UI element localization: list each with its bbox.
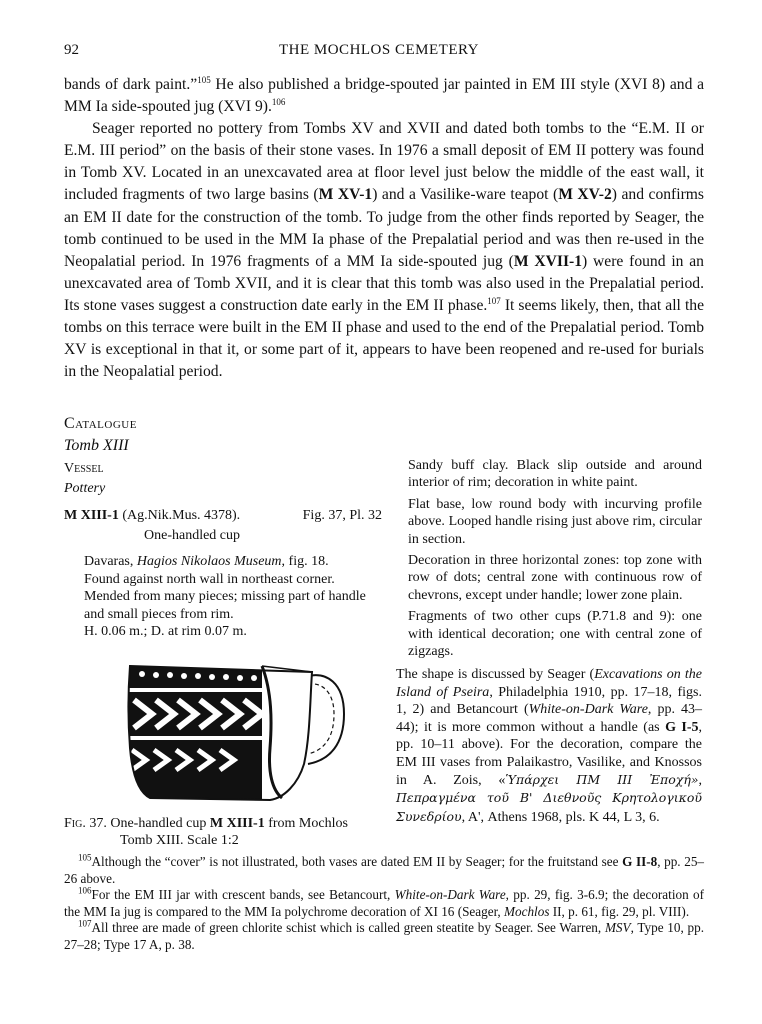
- entry-figure-ref: Fig. 37, Pl. 32: [302, 508, 382, 523]
- entry-dimensions: H. 0.06 m.; D. at rim 0.07 m.: [84, 624, 247, 640]
- cup-drawing-figure: [112, 652, 352, 804]
- page-number: 92: [64, 42, 79, 58]
- entry-title: One-handled cup: [144, 528, 241, 543]
- cup-drawing: [112, 652, 352, 804]
- entry-fragments: Fragments of two other cups (P.71.8 and 9): one with identical decoration; one with central zone of zigzags.: [408, 609, 702, 660]
- cup-handle: [308, 675, 344, 764]
- entry-fabric: Sandy buff clay. Black slip outside and around interior of rim; decoration in white paint.: [408, 458, 702, 491]
- catalogue-heading: Catalogue: [64, 415, 137, 432]
- entry-museum: (Ag.Nik.Mus. 4378).: [118, 508, 241, 523]
- paragraph-1: bands of dark paint.”$^{105}$ He also published a bridge-spouted jar painted in EM III style (XVI 8) and a MM Ia side-spouted jug (XVI 9).$^{106}$: [64, 74, 704, 116]
- entry-body: [64, 553, 382, 641]
- footnotes: [64, 854, 704, 954]
- entry-discussion: The shape is discussed by Seager (Excavations on the Island of Pseira, Philadelphia 1910, pp. 17–18, figs. 1, 2) and Betancourt (White-on-Dark Ware, pp. 43–44); it is more common without a handle (as G I-5, pp. 10–11 above). For the decoration, compare the EM III vases from Palaikastro, Vasilike, and Knossos in A. Zois, «Ὑπάρχει ΠΜ ΙΙΙ Ἐποχή», Πεπραγμένα τοῦ Β' Διεθνοῦς Κρητολογικοῦ Συνεδρίου, Α', Athens 1968, pls. K 44, L 3, 6.: [396, 667, 703, 825]
- figure-label: Fig. 37.: [64, 816, 107, 831]
- entry-findspot: Found against north wall in northeast corner.: [84, 571, 335, 587]
- footnote-ref-105[interactable]: 105: [197, 74, 211, 85]
- running-title: THE MOCHLOS CEMETERY: [278, 42, 479, 58]
- footnote-106: $^{106}$For the EM III jar with crescent bands, see Betancourt, White-on-Dark Ware, pp. 29, fig. 3-6.9; the decoration of the MM Ia jug is compared to the MM Ia polychrome decoration of XI 16 (Seager, Mochlos II, p. 61, fig. 29, pl. VIII).: [64, 885, 704, 919]
- pottery-heading: Pottery: [64, 481, 106, 496]
- catalogue-right-column: [396, 457, 702, 830]
- footnote-105: $^{105}$Although the “cover” is not illustrated, both vases are dated EM II by Seager; for the fruitstand see G II-8, pp. 25–26 above.: [64, 852, 705, 886]
- vessel-heading: Vessel: [64, 461, 104, 476]
- figure-caption: Fig. 37. One-handled cup M XIII-1 from Mochlos Tomb XIII. Scale 1:2: [64, 816, 348, 848]
- footnote-107: $^{107}$All three are made of green chlorite schist which is called green steatite by Seager. See Warren, MSV, Type 10, pp. 27–28; Type 17 A, p. 38.: [64, 918, 705, 952]
- catalogue-ref: M XV-1: [318, 186, 373, 204]
- tomb-heading: Tomb XIII: [64, 437, 129, 454]
- entry-id: M XIII-1: [64, 508, 119, 523]
- entry-condition: Mended from many pieces; missing part of handle and small pieces from rim.: [84, 589, 366, 622]
- catalogue-entry-header: [64, 508, 382, 527]
- page-header: [64, 42, 694, 64]
- entry-shape: Flat base, low round body with incurving profile above. Looped handle rising just above rim, circular in section.: [408, 496, 702, 547]
- paragraph-2: Seager reported no pottery from Tombs XV and XVII and dated both tombs to the “E.M. II or E.M. III period” on the basis of their stone vases. In 1976 a small deposit of EM II pottery was found in Tomb XV. Located in an unexcavated area at floor level just below the middle of the east wall, it included fragments of two large basins (M XV-1) and a Vasilike-ware teapot (M XV-2) and confirms an EM II date for the construction of the tomb. To judge from the other finds reported by Seager, the tomb continued to be used in the MM Ia phase of the Prepalatial period and was then re-used in the Neopalatial period. In 1976 fragments of a MM Ia side-spouted jug (M XVII-1) were found in an unexcavated area of Tomb XVII, and it is clear that this tomb was also used in the Prepalatial period. Its stone vases suggest a construction date early in the EM II phase.$^{107}$ It seems likely, then, that all the tombs on this terrace were built in the EM II phase and used to the end of the Prepalatial period. Tomb XV is exceptional in that it, or some part of it, appears to have been reopened and re-used for burials in the Neopalatial period.: [64, 120, 704, 381]
- footnote-ref-106[interactable]: 106: [271, 96, 286, 107]
- footnote-ref-107[interactable]: 107: [487, 295, 501, 306]
- catalogue-ref: M XVII-1: [513, 252, 582, 270]
- catalogue-ref: M XV-2: [558, 186, 612, 204]
- entry-decoration: Decoration in three horizontal zones: top zone with row of dots; central zone with continuous row of chevrons, except under handle; lower zone plain.: [408, 553, 702, 603]
- catalogue-left-column: [64, 413, 382, 641]
- main-text: [64, 74, 704, 383]
- entry-reference: Davaras, Hagios Nikolaos Museum, fig. 18.: [84, 554, 329, 569]
